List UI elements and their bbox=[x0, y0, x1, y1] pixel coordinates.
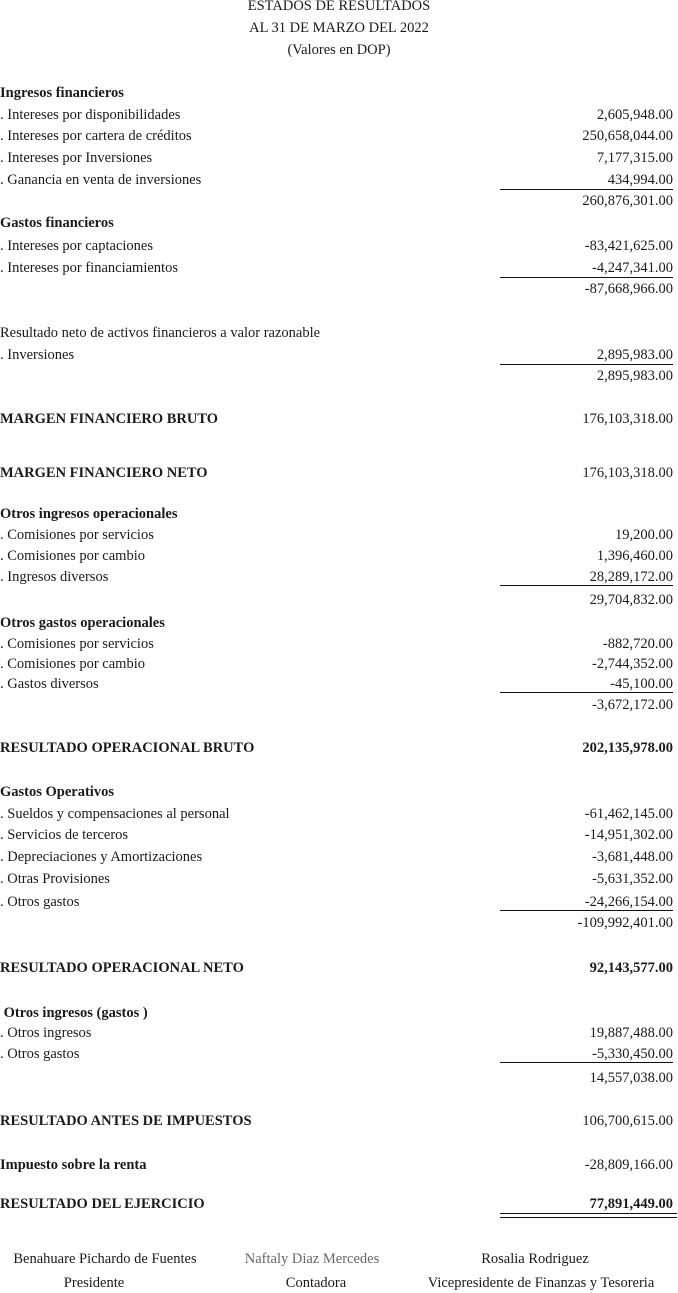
subtotal-rule bbox=[500, 189, 673, 190]
margen-financiero-bruto-row: MARGEN FINANCIERO BRUTO 176,103,318.00 bbox=[0, 411, 673, 427]
line-item: . Intereses por captaciones -83,421,625.00 bbox=[0, 238, 673, 254]
section-heading-ingresos-financieros: Ingresos financieros bbox=[0, 85, 124, 101]
signature-name-presidente: Benahuare Pichardo de Fuentes bbox=[13, 1251, 197, 1267]
line-item: . Intereses por financiamientos -4,247,341.00 bbox=[0, 260, 673, 276]
subtotal-row: 29,704,832.00 bbox=[589, 592, 673, 608]
statement-title: ESTADOS DE RESULTADOS bbox=[247, 0, 431, 14]
section-heading-otros-ingresos-gastos: Otros ingresos (gastos ) bbox=[0, 1005, 148, 1021]
statement-date: AL 31 DE MARZO DEL 2022 bbox=[249, 20, 429, 36]
section-heading-gastos-financieros: Gastos financieros bbox=[0, 215, 114, 231]
signature-role-presidente: Presidente bbox=[63, 1275, 125, 1291]
section-heading-gastos-operativos: Gastos Operativos bbox=[0, 784, 114, 800]
section-heading-otros-ingresos-operacionales: Otros ingresos operacionales bbox=[0, 506, 178, 522]
line-item: . Intereses por disponibilidades 2,605,948.00 bbox=[0, 107, 673, 123]
subtotal-rule bbox=[500, 277, 673, 278]
line-item: . Sueldos y compensaciones al personal -61,462,145.00 bbox=[0, 806, 673, 822]
line-item: . Comisiones por cambio -2,744,352.00 bbox=[0, 656, 673, 672]
line-item: . Ingresos diversos 28,289,172.00 bbox=[0, 569, 673, 585]
line-item: . Depreciaciones y Amortizaciones -3,681,448.00 bbox=[0, 849, 673, 865]
line-item: . Otros gastos -24,266,154.00 bbox=[0, 894, 673, 910]
subtotal-row: -109,992,401.00 bbox=[577, 915, 673, 931]
line-item: . Ganancia en venta de inversiones 434,994.00 bbox=[0, 172, 673, 188]
grand-total-double-rule bbox=[500, 1213, 677, 1218]
line-item: . Comisiones por cambio 1,396,460.00 bbox=[0, 548, 673, 564]
subtotal-row: -3,672,172.00 bbox=[592, 697, 673, 713]
line-item: . Intereses por Inversiones 7,177,315.00 bbox=[0, 150, 673, 166]
subtotal-rule bbox=[500, 364, 673, 365]
subtotal-rule bbox=[500, 692, 673, 693]
resultado-operacional-neto-row: RESULTADO OPERACIONAL NETO 92,143,577.00 bbox=[0, 960, 673, 976]
impuesto-renta-row: Impuesto sobre la renta -28,809,166.00 bbox=[0, 1157, 673, 1173]
resultado-operacional-bruto-row: RESULTADO OPERACIONAL BRUTO 202,135,978.00 bbox=[0, 740, 673, 756]
line-item: . Otras Provisiones -5,631,352.00 bbox=[0, 871, 673, 887]
subtotal-row: -87,668,966.00 bbox=[584, 281, 673, 297]
subtotal-rule bbox=[500, 1062, 673, 1063]
signature-role-contadora: Contadora bbox=[285, 1275, 347, 1291]
subtotal-rule bbox=[500, 910, 673, 911]
subtotal-row: 14,557,038.00 bbox=[589, 1070, 673, 1086]
subtotal-rule bbox=[500, 585, 673, 586]
statement-currency: (Valores en DOP) bbox=[287, 42, 391, 58]
line-item: . Inversiones 2,895,983.00 bbox=[0, 347, 673, 363]
line-item: . Otros gastos -5,330,450.00 bbox=[0, 1046, 673, 1062]
line-item: . Servicios de terceros -14,951,302.00 bbox=[0, 827, 673, 843]
subtotal-row: 260,876,301.00 bbox=[582, 193, 673, 209]
resultado-ejercicio-row: RESULTADO DEL EJERCICIO 77,891,449.00 bbox=[0, 1196, 673, 1212]
signature-role-vicepresidente: Vicepresidente de Finanzas y Tesoreria bbox=[427, 1275, 655, 1291]
line-item: . Comisiones por servicios -882,720.00 bbox=[0, 636, 673, 652]
signature-name-contadora: Naftaly Diaz Mercedes bbox=[244, 1251, 380, 1267]
margen-financiero-neto-row: MARGEN FINANCIERO NETO 176,103,318.00 bbox=[0, 465, 673, 481]
line-item: . Intereses por cartera de créditos 250,658,044.00 bbox=[0, 128, 673, 144]
resultado-antes-impuestos-row: RESULTADO ANTES DE IMPUESTOS 106,700,615.00 bbox=[0, 1113, 673, 1129]
line-item: . Gastos diversos -45,100.00 bbox=[0, 676, 673, 692]
subtotal-row: 2,895,983.00 bbox=[596, 368, 673, 384]
line-item: . Comisiones por servicios 19,200.00 bbox=[0, 527, 673, 543]
section-heading-activos-valor-razonable: Resultado neto de activos financieros a valor razonable bbox=[0, 325, 321, 341]
line-item: . Otros ingresos 19,887,488.00 bbox=[0, 1025, 673, 1041]
section-heading-otros-gastos-operacionales: Otros gastos operacionales bbox=[0, 615, 165, 631]
signature-name-vicepresidente: Rosalia Rodriguez bbox=[481, 1251, 589, 1267]
